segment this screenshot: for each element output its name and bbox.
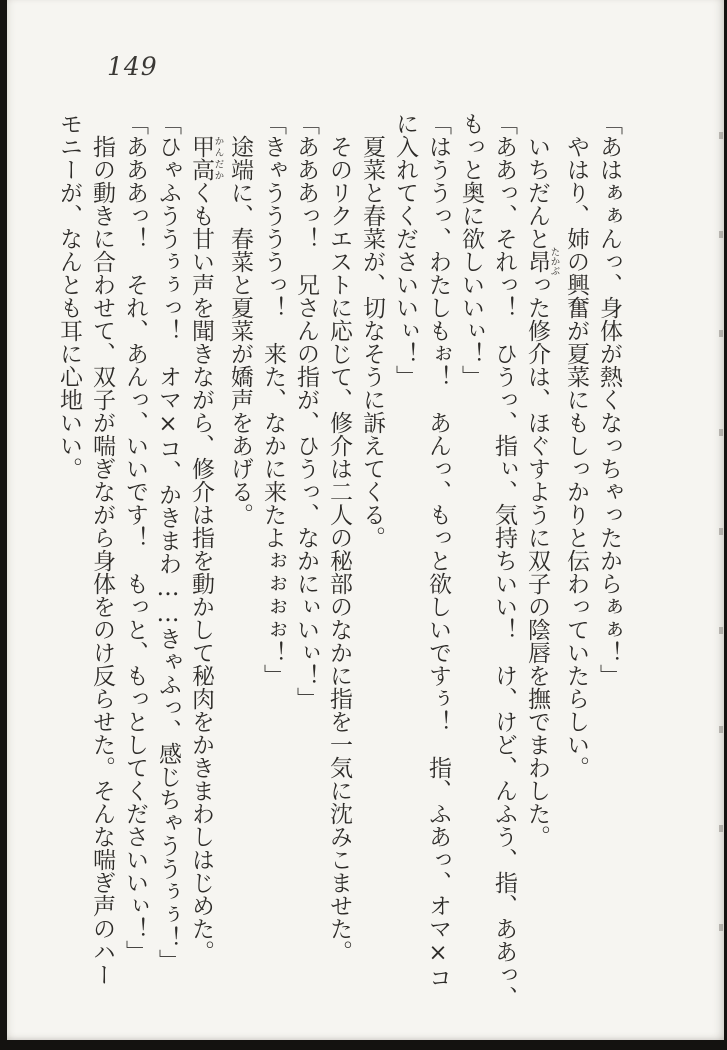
text-column: もっと奥に欲しいいぃ！」 [458, 112, 484, 388]
text-column: そのリクエストに応じて、修介は二人の秘部のなかに指を一気に沈みこませた。 [326, 112, 352, 963]
text-column: 甲高かんだかくも甘い声を聞きながら、修介は指を動かして秘肉をかきまわしはじめた。 [188, 135, 224, 963]
text-column: 「あはぁぁんっ、身体が熱くなっちゃったからぁぁ！」 [596, 112, 622, 687]
text-column: やはり、姉の興奮が夏菜にもしっかりと伝わっていたらしい。 [563, 112, 589, 779]
text-column: モニーが、なんとも耳に心地いい。 [56, 112, 82, 480]
text-area [56, 112, 625, 1012]
text-column: に入れてくださいいぃ！」 [392, 112, 418, 388]
furigana-ruby: 甲高かんだか [188, 135, 224, 181]
book-page [7, 0, 724, 1040]
text-column: 「あああっ！ 兄さんの指が、ひうっ、なかにぃいぃ！」 [293, 112, 319, 710]
page-number: 149 [107, 52, 158, 81]
text-column: 「ひゃふううぅぅっ！ オマ×コ、かきまわ……きゃふっ、感じちゃううぅぅ！」 [155, 112, 181, 972]
text-column: 途端に、春菜と夏菜が嬌声をあげる。 [227, 112, 253, 526]
text-column: 「あああっ！ それ、あんっ、いいです！ もっと、もっとしてくださいいぃ！」 [122, 112, 148, 963]
text-column: 指の動きに合わせて、双子が喘ぎながら身体をのけ反らせた。そんな喘ぎ声のハー [89, 112, 115, 986]
text-column: 「きゃううううっ！ 来た、なかに来たよぉぉぉぉ！」 [260, 112, 286, 687]
text-column: いちだんと昂たかぶった修介は、ほぐすように双子の陰唇を撫でまわした。 [524, 112, 560, 848]
text-column: 「はううっ、わたしもぉ！ あんっ、もっと欲しいですぅ！ 指、ふあっ、オマ×コ [425, 112, 451, 989]
text-column: 夏菜と春菜が、切なそうに訴えてくる。 [359, 112, 385, 549]
text-column: 「ああっ、それっ！ ひうっ、指ぃ、気持ちいい！ け、けど、んふう、指、ああっ、 [491, 112, 517, 1009]
scan-edge-artifacts [719, 40, 723, 1000]
furigana-ruby: 昂たかぶ [524, 247, 560, 276]
